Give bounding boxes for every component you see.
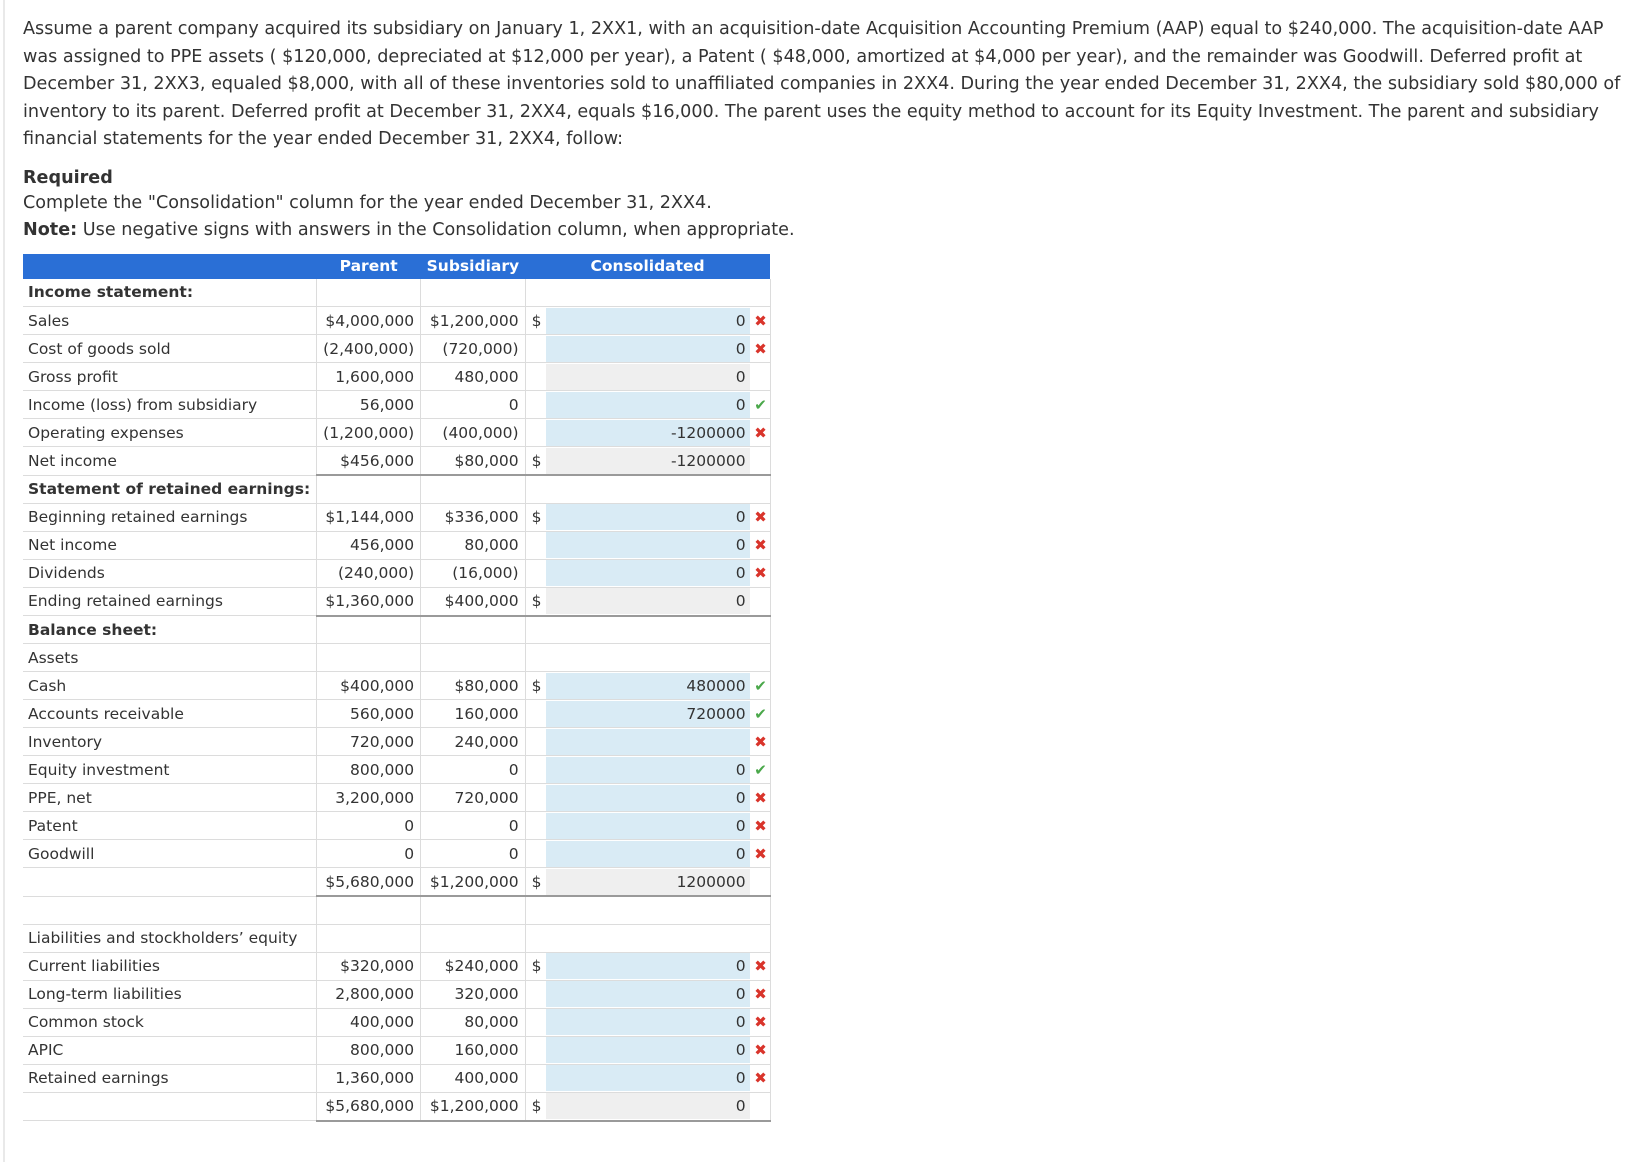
- row-label: Income (loss) from subsidiary: [23, 391, 317, 419]
- consolidated-cell: [525, 587, 770, 616]
- consolidated-cell: [525, 419, 770, 447]
- row-label: Current liabilities: [23, 952, 317, 980]
- row-label: Net income: [23, 531, 317, 559]
- required-heading: Required: [23, 167, 113, 188]
- x-mark-icon: ✖: [754, 564, 767, 582]
- consolidated-field-wrap: [526, 1093, 770, 1120]
- subsidiary-value: 0: [421, 812, 525, 840]
- worksheet-header-row: [23, 254, 770, 279]
- dollar-sign: $: [531, 872, 542, 891]
- left-divider: [3, 0, 5, 1162]
- consolidated-input[interactable]: [546, 785, 750, 811]
- check-mark-icon: ✔: [754, 676, 767, 695]
- subsidiary-value: 240,000: [421, 728, 525, 756]
- subsidiary-value: 0: [421, 756, 525, 784]
- consolidated-input[interactable]: [546, 813, 750, 839]
- header-subsidiary: Subsidiary: [421, 254, 525, 279]
- dollar-sign: $: [531, 451, 542, 470]
- parent-value: [317, 279, 421, 307]
- consolidated-input[interactable]: [546, 336, 750, 362]
- consolidated-field-wrap: [526, 840, 770, 867]
- subsidiary-value: 80,000: [421, 531, 525, 559]
- consolidated-input[interactable]: [546, 1065, 750, 1091]
- consolidated-cell: [525, 363, 770, 391]
- x-mark-icon: ✖: [754, 957, 767, 975]
- consolidated-input[interactable]: [546, 560, 750, 586]
- parent-value: 720,000: [317, 728, 421, 756]
- row-label: Long-term liabilities: [23, 980, 317, 1008]
- row-label: Goodwill: [23, 840, 317, 868]
- table-row: [23, 980, 770, 1008]
- parent-value: (240,000): [317, 559, 421, 587]
- parent-value: 800,000: [317, 1036, 421, 1064]
- parent-value: 0: [317, 812, 421, 840]
- parent-value: (1,200,000): [317, 419, 421, 447]
- subsidiary-value: 320,000: [421, 980, 525, 1008]
- subsidiary-value: 160,000: [421, 1036, 525, 1064]
- check-mark-icon: ✔: [754, 395, 767, 414]
- subsidiary-value: 160,000: [421, 700, 525, 728]
- consolidated-cell: [525, 335, 770, 363]
- row-label: Statement of retained earnings:: [23, 475, 317, 503]
- consolidated-input[interactable]: [546, 308, 750, 334]
- consolidated-cell: [525, 812, 770, 840]
- consolidated-input[interactable]: [546, 448, 750, 474]
- note-line: [23, 217, 1623, 244]
- subsidiary-value: 80,000: [421, 1008, 525, 1036]
- parent-value: $5,680,000: [317, 1092, 421, 1121]
- x-mark-icon: ✖: [754, 536, 767, 554]
- consolidated-cell: [525, 503, 770, 531]
- table-row: [23, 391, 770, 419]
- consolidated-field-wrap: [526, 700, 770, 727]
- parent-value: $400,000: [317, 672, 421, 700]
- table-row: [23, 335, 770, 363]
- consolidated-cell: [525, 868, 770, 897]
- parent-value: 560,000: [317, 700, 421, 728]
- parent-value: 0: [317, 840, 421, 868]
- parent-value: 456,000: [317, 531, 421, 559]
- consolidated-field-wrap: [526, 391, 770, 418]
- consolidated-cell: [525, 559, 770, 587]
- header-label: [23, 254, 317, 279]
- header-parent: Parent: [317, 254, 421, 279]
- consolidated-input[interactable]: [546, 532, 750, 558]
- row-label: Sales: [23, 307, 317, 335]
- table-row: [23, 700, 770, 728]
- row-label: Assets: [23, 644, 317, 672]
- row-label: Operating expenses: [23, 419, 317, 447]
- consolidated-input[interactable]: [546, 420, 750, 446]
- consolidated-field-wrap: [526, 532, 770, 559]
- consolidated-cell: [525, 1064, 770, 1092]
- dollar-sign: $: [531, 957, 542, 975]
- subsidiary-value: $1,200,000: [421, 1092, 525, 1121]
- subsidiary-value: 720,000: [421, 784, 525, 812]
- consolidated-field-wrap: [526, 1065, 770, 1092]
- row-label: Income statement:: [23, 279, 317, 307]
- x-mark-icon: ✖: [754, 985, 767, 1003]
- table-row: [23, 840, 770, 868]
- x-mark-icon: ✖: [754, 311, 767, 330]
- row-label: [23, 1092, 317, 1121]
- consolidated-field-wrap: [526, 307, 770, 334]
- table-row: [23, 672, 770, 700]
- consolidated-input[interactable]: [546, 701, 750, 727]
- consolidated-field-wrap: [526, 981, 770, 1008]
- table-row: [23, 587, 770, 616]
- consolidated-cell: [525, 644, 770, 672]
- parent-value: [317, 924, 421, 952]
- subsidiary-value: [421, 924, 525, 952]
- consolidated-input[interactable]: [546, 1009, 750, 1035]
- subsidiary-value: $1,200,000: [421, 868, 525, 897]
- consolidated-input[interactable]: [546, 729, 750, 755]
- row-label: Cost of goods sold: [23, 335, 317, 363]
- consolidated-input[interactable]: [546, 392, 750, 418]
- table-row: [23, 1064, 770, 1092]
- consolidation-worksheet: [23, 254, 771, 1122]
- consolidated-cell: [525, 531, 770, 559]
- consolidated-field-wrap: [526, 1037, 770, 1064]
- check-mark-icon: ✔: [754, 760, 767, 779]
- subsidiary-value: [421, 475, 525, 503]
- table-row: [23, 728, 770, 756]
- parent-value: $320,000: [317, 952, 421, 980]
- consolidated-cell: [525, 1036, 770, 1064]
- row-label: Patent: [23, 812, 317, 840]
- x-mark-icon: ✖: [754, 339, 767, 358]
- parent-value: (2,400,000): [317, 335, 421, 363]
- consolidated-field-wrap: [526, 588, 770, 615]
- subsidiary-value: 480,000: [421, 363, 525, 391]
- question-content: [23, 16, 1623, 1122]
- consolidated-cell: [525, 896, 770, 924]
- dollar-sign: $: [531, 676, 542, 695]
- row-label: Liabilities and stockholders’ equity: [23, 924, 317, 952]
- subsidiary-value: $400,000: [421, 587, 525, 616]
- consolidated-cell: [525, 728, 770, 756]
- subsidiary-value: [421, 616, 525, 644]
- consolidated-input[interactable]: [546, 588, 750, 614]
- header-consolidated: Consolidated: [525, 254, 770, 279]
- subsidiary-value: [421, 644, 525, 672]
- table-row: [23, 616, 770, 644]
- consolidated-cell: [525, 391, 770, 419]
- instruction-text: Complete the "Consolidation" column for the year ended December 31, 2XX4.: [23, 192, 712, 213]
- row-label: Common stock: [23, 1008, 317, 1036]
- parent-value: 400,000: [317, 1008, 421, 1036]
- row-label: Accounts receivable: [23, 700, 317, 728]
- table-row: [23, 812, 770, 840]
- row-label: [23, 896, 317, 924]
- table-row: [23, 924, 770, 952]
- consolidated-cell: [525, 784, 770, 812]
- subsidiary-value: [421, 896, 525, 924]
- consolidated-field-wrap: [526, 335, 770, 362]
- parent-value: $1,144,000: [317, 503, 421, 531]
- subsidiary-value: $336,000: [421, 503, 525, 531]
- consolidated-input[interactable]: [546, 504, 750, 530]
- dollar-sign: $: [531, 311, 542, 330]
- parent-value: 1,360,000: [317, 1064, 421, 1092]
- table-row: [23, 531, 770, 559]
- parent-value: 56,000: [317, 391, 421, 419]
- subsidiary-value: (400,000): [421, 419, 525, 447]
- consolidated-cell: [525, 616, 770, 644]
- consolidated-field-wrap: [526, 363, 770, 390]
- row-label: Inventory: [23, 728, 317, 756]
- note-text: Use negative signs with answers in the Consolidation column, when appropriate.: [77, 219, 795, 240]
- row-label: Beginning retained earnings: [23, 503, 317, 531]
- consolidated-input[interactable]: [546, 953, 750, 979]
- table-row: [23, 896, 770, 924]
- consolidated-field-wrap: [526, 784, 770, 811]
- table-row: [23, 447, 770, 476]
- parent-value: 3,200,000: [317, 784, 421, 812]
- subsidiary-value: $80,000: [421, 672, 525, 700]
- row-label: APIC: [23, 1036, 317, 1064]
- row-label: Net income: [23, 447, 317, 476]
- consolidated-field-wrap: [526, 672, 770, 699]
- table-row: [23, 307, 770, 335]
- consolidated-cell: [525, 672, 770, 700]
- parent-value: $456,000: [317, 447, 421, 476]
- consolidated-cell: [525, 840, 770, 868]
- table-row: [23, 756, 770, 784]
- table-row: [23, 559, 770, 587]
- row-label: Balance sheet:: [23, 616, 317, 644]
- table-row: [23, 363, 770, 391]
- parent-value: $5,680,000: [317, 868, 421, 897]
- table-row: [23, 952, 770, 980]
- check-mark-icon: ✔: [754, 704, 767, 723]
- x-mark-icon: ✖: [754, 1069, 767, 1087]
- consolidated-input[interactable]: [546, 673, 750, 699]
- consolidated-input[interactable]: [546, 869, 750, 895]
- consolidated-field-wrap: [526, 812, 770, 839]
- consolidated-cell: [525, 447, 770, 476]
- table-row: [23, 868, 770, 897]
- consolidated-cell: [525, 475, 770, 503]
- subsidiary-value: 0: [421, 840, 525, 868]
- subsidiary-value: (720,000): [421, 335, 525, 363]
- consolidated-field-wrap: [526, 504, 770, 531]
- parent-value: [317, 475, 421, 503]
- subsidiary-value: [421, 279, 525, 307]
- row-label: Cash: [23, 672, 317, 700]
- consolidated-input[interactable]: [546, 1037, 750, 1063]
- table-row: [23, 503, 770, 531]
- row-label: Retained earnings: [23, 1064, 317, 1092]
- table-row: [23, 1092, 770, 1121]
- x-mark-icon: ✖: [754, 508, 767, 526]
- dollar-sign: $: [531, 508, 542, 526]
- table-row: [23, 475, 770, 503]
- parent-value: $4,000,000: [317, 307, 421, 335]
- consolidated-cell: [525, 924, 770, 952]
- x-mark-icon: ✖: [754, 732, 767, 751]
- consolidated-input[interactable]: [546, 757, 750, 783]
- subsidiary-value: $1,200,000: [421, 307, 525, 335]
- subsidiary-value: $240,000: [421, 952, 525, 980]
- parent-value: 800,000: [317, 756, 421, 784]
- row-label: Gross profit: [23, 363, 317, 391]
- x-mark-icon: ✖: [754, 816, 767, 835]
- x-mark-icon: ✖: [754, 788, 767, 807]
- consolidated-cell: [525, 1008, 770, 1036]
- subsidiary-value: $80,000: [421, 447, 525, 476]
- consolidated-input[interactable]: [546, 1093, 750, 1119]
- consolidated-cell: [525, 756, 770, 784]
- row-label: [23, 868, 317, 897]
- consolidated-cell: [525, 279, 770, 307]
- consolidated-field-wrap: [526, 728, 770, 755]
- table-row: [23, 1008, 770, 1036]
- consolidated-cell: [525, 952, 770, 980]
- table-row: [23, 419, 770, 447]
- x-mark-icon: ✖: [754, 1041, 767, 1059]
- table-row: [23, 279, 770, 307]
- dollar-sign: $: [531, 592, 542, 610]
- consolidated-input[interactable]: [546, 981, 750, 1007]
- consolidated-field-wrap: [526, 1009, 770, 1036]
- parent-value: $1,360,000: [317, 587, 421, 616]
- consolidated-cell: [525, 1092, 770, 1121]
- worksheet-body: [23, 279, 770, 1121]
- consolidated-input[interactable]: [546, 364, 750, 390]
- consolidated-field-wrap: [526, 560, 770, 587]
- parent-value: 1,600,000: [317, 363, 421, 391]
- consolidated-field-wrap: [526, 868, 770, 895]
- x-mark-icon: ✖: [754, 423, 767, 442]
- consolidated-cell: [525, 307, 770, 335]
- problem-intro: Assume a parent company acquired its subsidiary on January 1, 2XX1, with an acquisition-date Acquisition Accounting Premium (AAP) equal to $240,000. The acquisition-date AAP was assigned to PPE assets ( $120,000, depreciated at $12,000 per year), a Patent ( $48,000, amortized at $4,000 per year), and the remainder was Goodwill. Deferred profit at December 31, 2XX3, equaled $8,000, with all of these inventories sold to unaffiliated companies in 2XX4. During the year ended December 31, 2XX4, the subsidiary sold $80,000 of inventory to its parent. Deferred profit at December 31, 2XX4, equals $16,000. The parent uses the equity method to account for its Equity Investment. The parent and subsidiary financial statements for the year ended December 31, 2XX4, follow:: [23, 19, 1621, 149]
- subsidiary-value: 0: [421, 391, 525, 419]
- dollar-sign: $: [531, 1097, 542, 1115]
- parent-value: [317, 616, 421, 644]
- consolidated-field-wrap: [526, 419, 770, 446]
- consolidated-field-wrap: [526, 953, 770, 980]
- table-row: [23, 784, 770, 812]
- x-mark-icon: ✖: [754, 1013, 767, 1031]
- parent-value: 2,800,000: [317, 980, 421, 1008]
- subsidiary-value: 400,000: [421, 1064, 525, 1092]
- parent-value: [317, 644, 421, 672]
- consolidated-cell: [525, 980, 770, 1008]
- consolidated-cell: [525, 700, 770, 728]
- consolidated-input[interactable]: [546, 841, 750, 867]
- x-mark-icon: ✖: [754, 844, 767, 863]
- table-row: [23, 644, 770, 672]
- row-label: PPE, net: [23, 784, 317, 812]
- row-label: Equity investment: [23, 756, 317, 784]
- subsidiary-value: (16,000): [421, 559, 525, 587]
- table-row: [23, 1036, 770, 1064]
- consolidated-field-wrap: [526, 447, 770, 474]
- row-label: Dividends: [23, 559, 317, 587]
- parent-value: [317, 896, 421, 924]
- consolidated-field-wrap: [526, 756, 770, 783]
- row-label: Ending retained earnings: [23, 587, 317, 616]
- note-label: Note:: [23, 219, 78, 240]
